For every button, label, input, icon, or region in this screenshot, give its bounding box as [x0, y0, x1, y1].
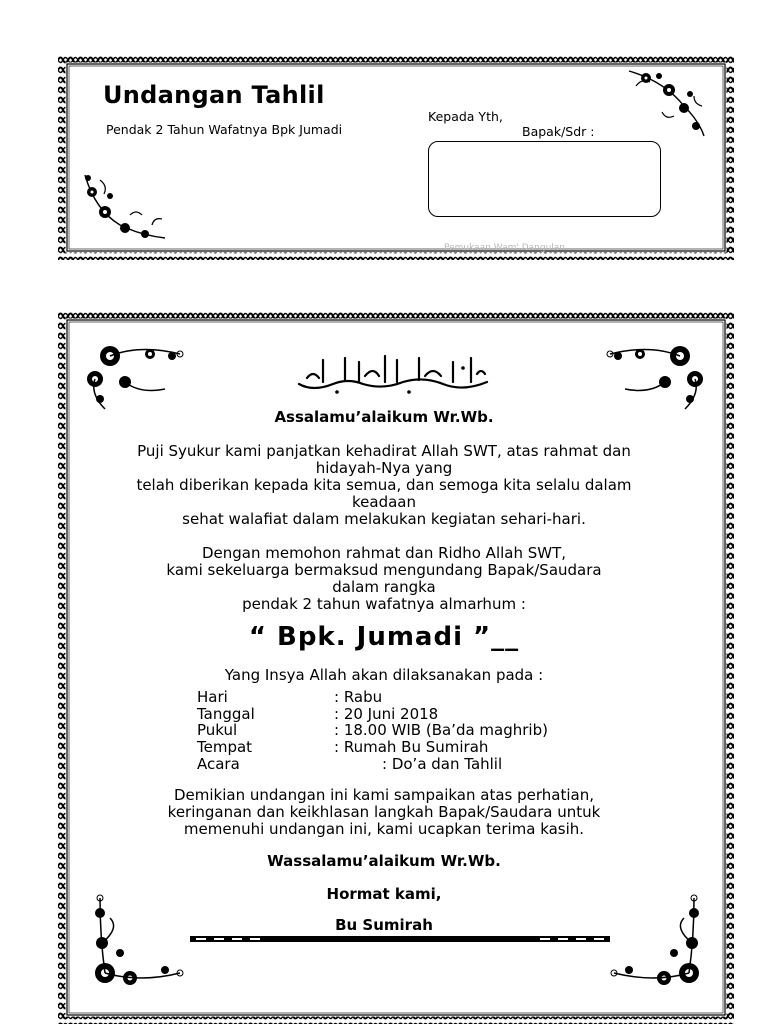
hormat-kami: Hormat kami,: [326, 885, 442, 903]
flower-ornament-top-right: [624, 66, 714, 141]
greeting: Assalamu’alaikum Wr.Wb.: [274, 408, 494, 426]
faded-text: Pemukaan Wam' Dangulan: [444, 243, 565, 253]
flower-ornament-bottom-right: [604, 888, 714, 998]
paragraph-line: pendak 2 tahun wafatnya almarhum :: [242, 595, 526, 613]
detail-label: Tempat: [197, 738, 253, 756]
closing-line: keringanan dan keikhlasan langkah Bapak/Saudara untuk: [167, 803, 601, 821]
closing-salam: Wassalamu’alaikum Wr.Wb.: [267, 852, 501, 870]
detail-label: Hari: [197, 688, 228, 706]
flower-ornament-bottom-left: [80, 888, 190, 998]
kepada-label: Kepada Yth,: [428, 109, 503, 124]
paragraph-line: Puji Syukur kami panjatkan kehadirat Allah SWT, atas rahmat dan: [137, 442, 631, 460]
flower-ornament-bottom-left: [80, 170, 170, 245]
detail-value: : Rabu: [334, 688, 383, 706]
paragraph-line: keadaan: [352, 493, 416, 511]
flower-ornament-top-right: [600, 334, 710, 414]
paragraph-line: kami sekeluarga bermaksud mengundang Bapak/Saudara: [166, 561, 602, 579]
detail-value: : Do’a dan Tahlil: [382, 755, 503, 773]
address-box: [428, 141, 661, 217]
envelope-title: Undangan Tahlil: [103, 81, 325, 109]
bismillah-calligraphy: [293, 352, 493, 396]
envelope-subtitle: Pendak 2 Tahun Wafatnya Bpk Jumadi: [106, 122, 343, 137]
signature-divider: [190, 934, 610, 944]
detail-value: : Rumah Bu Sumirah: [334, 738, 489, 756]
closing-line: memenuhi undangan ini, kami ucapkan terima kasih.: [183, 820, 585, 838]
honoree-name: “ Bpk. Jumadi ”__: [248, 622, 520, 652]
schedule-intro: Yang Insya Allah akan dilaksanakan pada :: [224, 666, 544, 684]
closing-line: Demikian undangan ini kami sampaikan atas perhatian,: [174, 786, 594, 804]
paragraph-line: dalam rangka: [332, 578, 436, 596]
detail-label: Tanggal: [197, 705, 255, 723]
paragraph-line: sehat walafiat dalam melakukan kegiatan sehari-hari.: [182, 510, 586, 528]
signer-name: Bu Sumirah: [335, 916, 433, 934]
detail-label: Acara: [197, 755, 240, 773]
detail-label: Pukul: [197, 721, 238, 739]
paragraph-line: Dengan memohon rahmat dan Ridho Allah SWT,: [201, 544, 567, 562]
recipient-label: Bapak/Sdr :: [522, 124, 595, 139]
paragraph-line: telah diberikan kepada kita semua, dan semoga kita selalu dalam: [136, 476, 632, 494]
paragraph-line: hidayah-Nya yang: [315, 459, 453, 477]
detail-value: : 20 Juni 2018: [334, 705, 439, 723]
flower-ornament-top-left: [80, 334, 190, 414]
detail-value: : 18.00 WIB (Ba’da maghrib): [334, 721, 548, 739]
